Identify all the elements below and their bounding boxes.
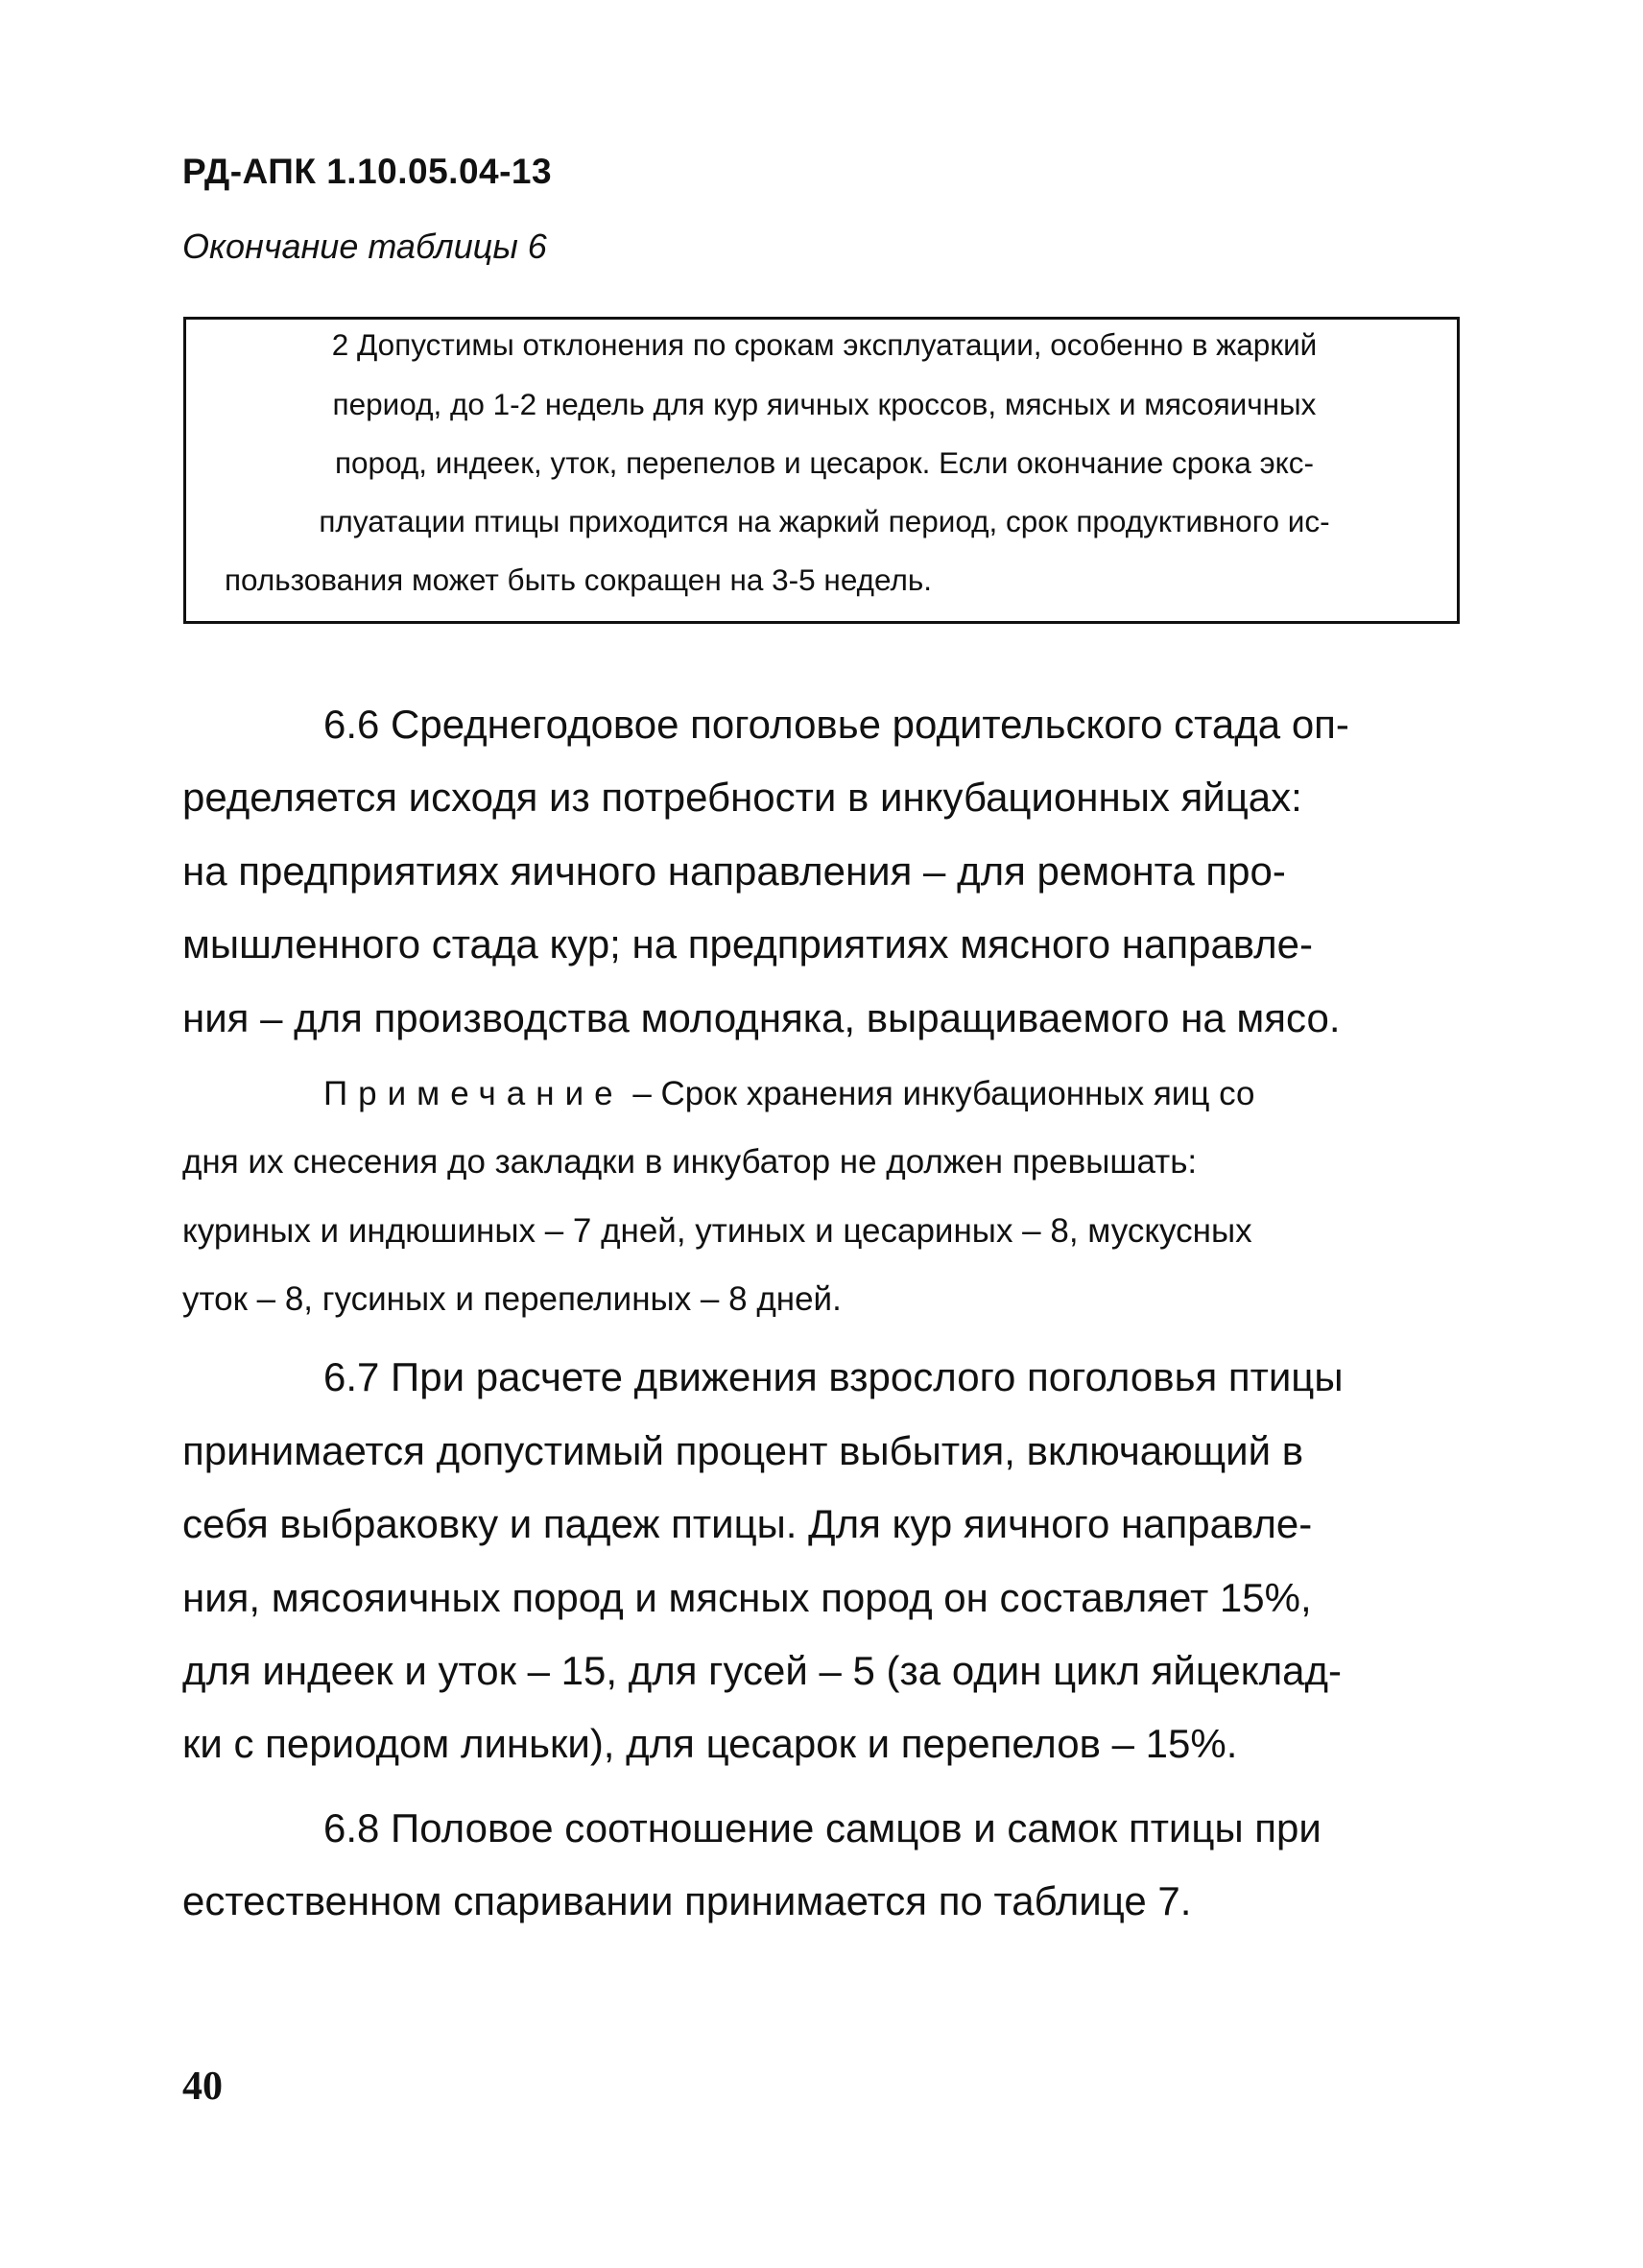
table-note-line: период, до 1-2 недель для кур яичных кроссов, мясных и мясояичных — [332, 387, 1317, 421]
paragraph-line: для индеек и уток – 15, для гусей – 5 (за один цикл яйцеклад- — [182, 1648, 1342, 1693]
paragraph-line: ределяется исходя из потребности в инкубационных яйцах: — [182, 775, 1302, 820]
note-line: дня их снесения до закладки в инкубатор не должен превышать: — [182, 1143, 1198, 1181]
table-note-line: пород, индеек, уток, перепелов и цесарок. Если окончание срока экс- — [334, 445, 1315, 480]
note-line: уток – 8, гусиных и перепелиных – 8 дней. — [182, 1280, 842, 1318]
table-continuation-caption: Окончание таблицы 6 — [182, 227, 547, 266]
paragraph-line: ки с периодом линьки), для цесарок и перепелов – 15%. — [182, 1721, 1238, 1766]
paragraph-line: 6.7 При расчете движения взрослого поголовья птицы — [323, 1354, 1344, 1399]
paragraph-line: ния, мясояичных пород и мясных пород он составляет 15%, — [182, 1575, 1312, 1620]
note-label: Примечание — [323, 1075, 624, 1112]
note-first-line-text: – Срок хранения инкубационных яиц со — [623, 1075, 1255, 1112]
paragraph-line: естественном спаривании принимается по таблице 7. — [182, 1878, 1192, 1923]
table-note-box — [183, 317, 1460, 624]
page-number: 40 — [182, 2065, 223, 2109]
paragraph-line: мышленного стада кур; на предприятиях мясного направле- — [182, 921, 1314, 967]
paragraph-line: ния – для производства молодняка, выращиваемого на мясо. — [182, 995, 1341, 1040]
note-first-line — [323, 1075, 1254, 1113]
paragraph-line: 6.6 Среднегодовое поголовье родительского стада оп- — [323, 702, 1349, 747]
table-note-line: 2 Допустимы отклонения по срокам эксплуатации, особенно в жаркий — [331, 327, 1318, 362]
table-note-line: плуатации птицы приходится на жаркий период, срок продуктивного ис- — [319, 504, 1330, 538]
paragraph-line: принимается допустимый процент выбытия, включающий в — [182, 1428, 1304, 1473]
paragraph-line: на предприятиях яичного направления – для ремонта про- — [182, 848, 1286, 894]
document-code: РД-АПК 1.10.05.04-13 — [182, 152, 553, 191]
paragraph-line: 6.8 Половое соотношение самцов и самок птицы при — [323, 1805, 1322, 1850]
table-note-line: пользования может быть сокращен на 3-5 недель. — [225, 562, 933, 597]
paragraph-line: себя выбраковку и падеж птицы. Для кур яичного направле- — [182, 1501, 1313, 1546]
note-line: куриных и индюшиных – 7 дней, утиных и цесариных – 8, мускусных — [182, 1212, 1252, 1250]
